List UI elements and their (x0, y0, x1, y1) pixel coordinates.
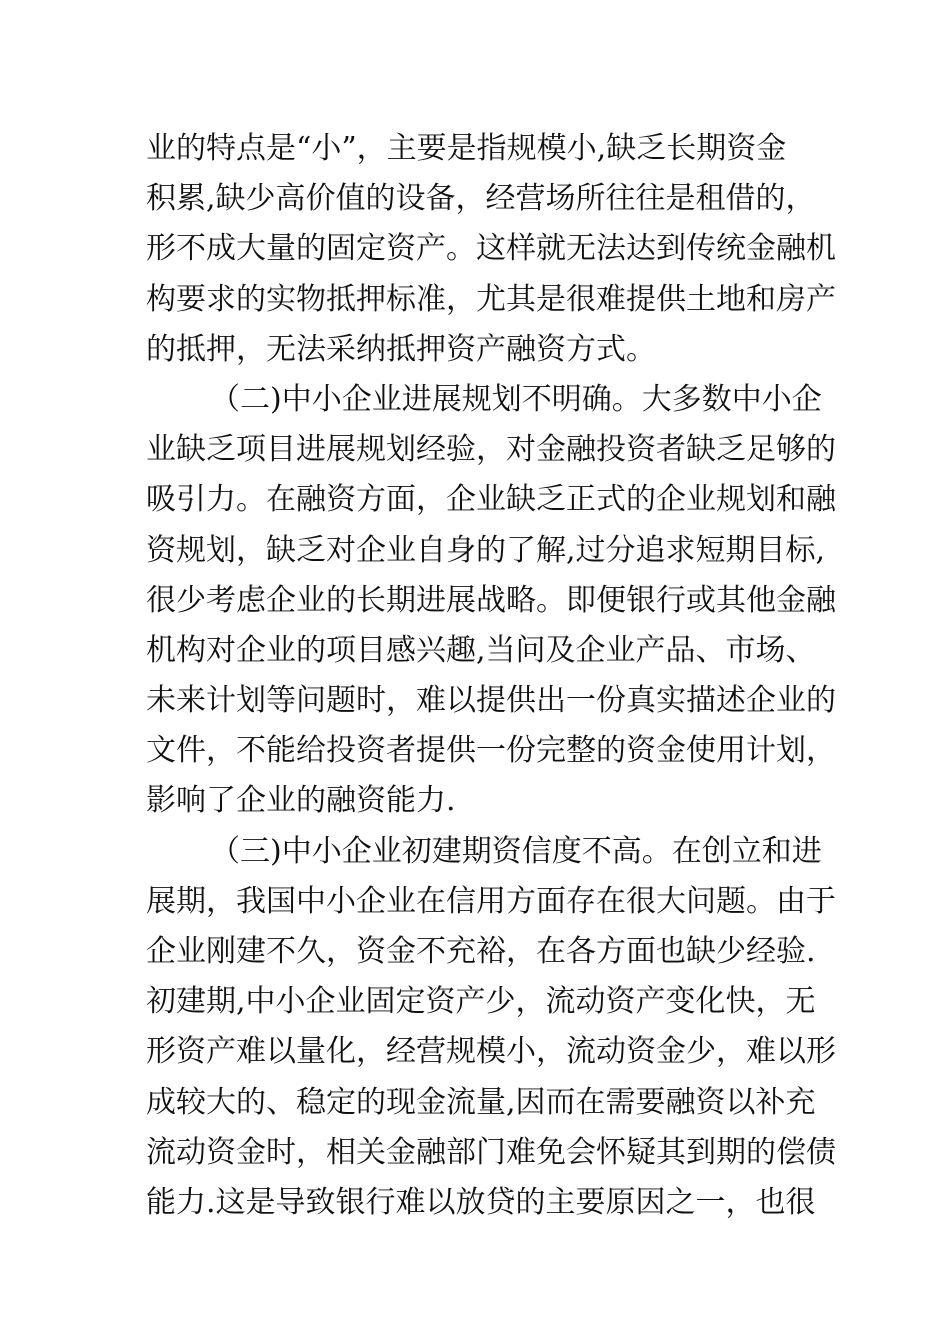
text-line: 成较大的、稳定的现金流量,因而在需要融资以补充 (146, 1084, 816, 1120)
text-line: 积累,缺少高价值的设备，经营场所往往是租借的， (146, 181, 816, 217)
text-line: 吸引力。在融资方面，企业缺乏正式的企业规划和融 (146, 482, 836, 518)
text-line: 业缺乏项目进展规划经验，对金融投资者缺乏足够的 (146, 432, 836, 468)
text-line: 影响了企业的融资能力. (146, 783, 456, 819)
text-line: 展期，我国中小企业在信用方面存在很大问题。由于 (146, 883, 836, 919)
text-line: 形不成大量的固定资产。这样就无法达到传统金融机 (146, 231, 836, 267)
text-line: 流动资金时，相关金融部门难免会怀疑其到期的偿债 (146, 1134, 836, 1170)
text-line: 资规划，缺乏对企业自身的了解,过分追求短期目标, (146, 532, 826, 568)
text-line: 未来计划等问题时，难以提供出一份真实描述企业的 (146, 683, 836, 719)
text-line: 文件，不能给投资者提供一份完整的资金使用计划， (146, 733, 836, 769)
text-line: 企业刚建不久，资金不充裕，在各方面也缺少经验. (146, 934, 816, 969)
document-body (146, 124, 836, 1228)
text-line: 业的特点是“小”，主要是指规模小,缺乏长期资金 (146, 131, 787, 166)
paragraph-heading-3: （三)中小企业初建期资信度不高。在创立和进 (210, 833, 822, 869)
text-line: 机构对企业的项目感兴趣,当问及企业产品、市场、 (146, 632, 816, 668)
text-line: 的抵押，无法采纳抵押资产融资方式。 (146, 331, 656, 367)
text-line: 能力.这是导致银行难以放贷的主要原因之一，也很 (146, 1184, 816, 1220)
text-line: 构要求的实物抵押标准，尤其是很难提供土地和房产 (146, 281, 836, 317)
text-line: 很少考虑企业的长期进展战略。即便银行或其他金融 (146, 582, 836, 618)
text-line: 形资产难以量化，经营规模小，流动资金少，难以形 (146, 1034, 836, 1070)
paragraph-heading-2: （二)中小企业进展规划不明确。大多数中小企 (210, 381, 822, 417)
text-line: 初建期,中小企业固定资产少，流动资产变化快，无 (146, 984, 816, 1020)
